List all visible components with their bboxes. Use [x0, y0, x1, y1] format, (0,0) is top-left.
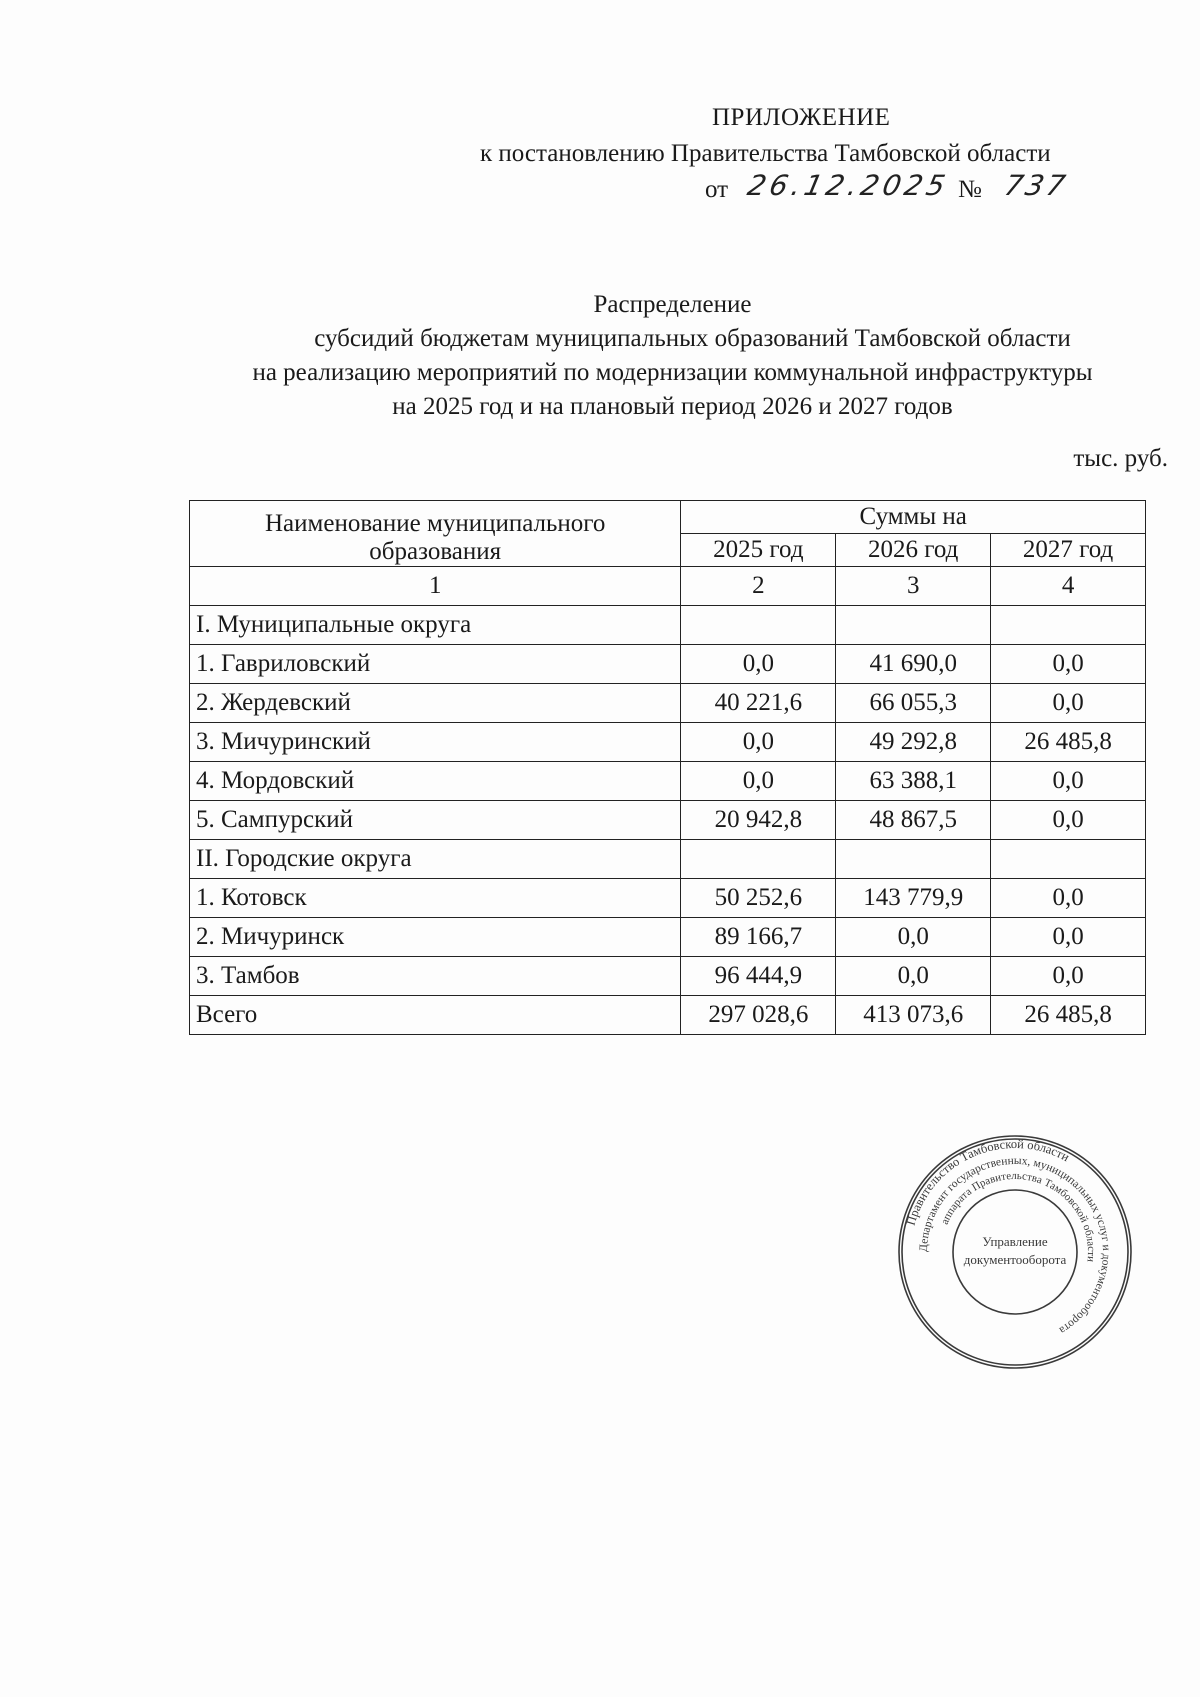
table-row	[190, 645, 1146, 684]
table-row	[190, 723, 1146, 762]
handwritten-number: 737	[1001, 169, 1072, 202]
value-2025: 0,0	[681, 645, 836, 684]
total-2026: 413 073,6	[836, 996, 991, 1035]
value-2026: 0,0	[836, 918, 991, 957]
row-name: 1. Гавриловский	[190, 645, 681, 684]
date-line	[480, 169, 1140, 208]
header-year-2027: 2027 год	[991, 534, 1146, 567]
row-name: 3. Тамбов	[190, 957, 681, 996]
section-row	[190, 840, 1146, 879]
total-label: Всего	[190, 996, 681, 1035]
header-name: Наименование муниципального образования	[190, 501, 681, 567]
row-name: 1. Котовск	[190, 879, 681, 918]
stamp-text	[904, 1137, 1112, 1336]
stamp-middle-path: Департамент государственных, муниципальных услуг и документооборота	[917, 1154, 1113, 1337]
value-2027: 0,0	[991, 684, 1146, 723]
empty-cell	[991, 840, 1146, 879]
value-2026: 0,0	[836, 957, 991, 996]
row-name: 4. Мордовский	[190, 762, 681, 801]
table-row	[190, 801, 1146, 840]
value-2026: 41 690,0	[836, 645, 991, 684]
table-row	[190, 918, 1146, 957]
row-name: 2. Жердевский	[190, 684, 681, 723]
table-row	[190, 684, 1146, 723]
value-2026: 49 292,8	[836, 723, 991, 762]
appendix-title: ПРИЛОЖЕНИЕ	[712, 104, 891, 131]
appendix-header	[480, 100, 1140, 208]
value-2025: 0,0	[681, 762, 836, 801]
total-row	[190, 996, 1146, 1035]
empty-cell	[681, 840, 836, 879]
col-number-4: 4	[991, 567, 1146, 606]
title-line-2: субсидий бюджетам муниципальных образований Тамбовской области	[314, 325, 1071, 352]
value-2026: 63 388,1	[836, 762, 991, 801]
col-number-1: 1	[190, 567, 681, 606]
value-2027: 0,0	[991, 957, 1146, 996]
table-row	[190, 762, 1146, 801]
section-title: I. Муниципальные округа	[190, 606, 681, 645]
value-2026: 48 867,5	[836, 801, 991, 840]
value-2027: 0,0	[991, 879, 1146, 918]
header-year-2025: 2025 год	[681, 534, 836, 567]
title-line-3: на реализацию мероприятий по модернизации коммунальной инфраструктуры	[252, 359, 1093, 386]
empty-cell	[836, 840, 991, 879]
row-name: 5. Сампурский	[190, 801, 681, 840]
value-2025: 89 166,7	[681, 918, 836, 957]
header-year-2026: 2026 год	[836, 534, 991, 567]
col-number-2: 2	[681, 567, 836, 606]
title-line-1: Распределение	[593, 291, 752, 318]
stamp-inner-path: аппарата Правительства Тамбовской области	[938, 1169, 1098, 1263]
value-2026: 66 055,3	[836, 684, 991, 723]
title-line-4: на 2025 год и на плановый период 2026 и 2027 годов	[392, 393, 953, 420]
value-2025: 40 221,6	[681, 684, 836, 723]
distribution-table	[189, 500, 1146, 1035]
appendix-subtitle: к постановлению Правительства Тамбовской области	[480, 140, 1051, 167]
empty-cell	[681, 606, 836, 645]
value-2025: 0,0	[681, 723, 836, 762]
table-row	[190, 879, 1146, 918]
value-2027: 0,0	[991, 918, 1146, 957]
value-2027: 0,0	[991, 645, 1146, 684]
date-prefix: от	[705, 176, 729, 203]
value-2027: 0,0	[991, 801, 1146, 840]
table-row	[190, 957, 1146, 996]
row-name: 2. Мичуринск	[190, 918, 681, 957]
handwritten-date: 26.12.2025	[744, 169, 952, 202]
value-2026: 143 779,9	[836, 879, 991, 918]
value-2025: 96 444,9	[681, 957, 836, 996]
table-header-row	[190, 501, 1146, 534]
header-sums: Суммы на	[681, 501, 1146, 534]
value-2027: 26 485,8	[991, 723, 1146, 762]
row-name: 3. Мичуринский	[190, 723, 681, 762]
section-title: II. Городские округа	[190, 840, 681, 879]
units-label: тыс. руб.	[1073, 445, 1168, 472]
number-sign: №	[958, 176, 982, 203]
total-2025: 297 028,6	[681, 996, 836, 1035]
stamp-outer-path: Правительство Тамбовской области	[903, 1136, 1072, 1227]
col-number-3: 3	[836, 567, 991, 606]
value-2025: 50 252,6	[681, 879, 836, 918]
official-stamp	[895, 1132, 1135, 1372]
empty-cell	[991, 606, 1146, 645]
stamp-center-line-1: Управление	[982, 1234, 1048, 1249]
stamp-center-line-2: документооборота	[963, 1252, 1067, 1267]
value-2025: 20 942,8	[681, 801, 836, 840]
column-numbers-row	[190, 567, 1146, 606]
total-2027: 26 485,8	[991, 996, 1146, 1035]
section-row	[190, 606, 1146, 645]
empty-cell	[836, 606, 991, 645]
value-2027: 0,0	[991, 762, 1146, 801]
document-title	[185, 288, 1160, 424]
